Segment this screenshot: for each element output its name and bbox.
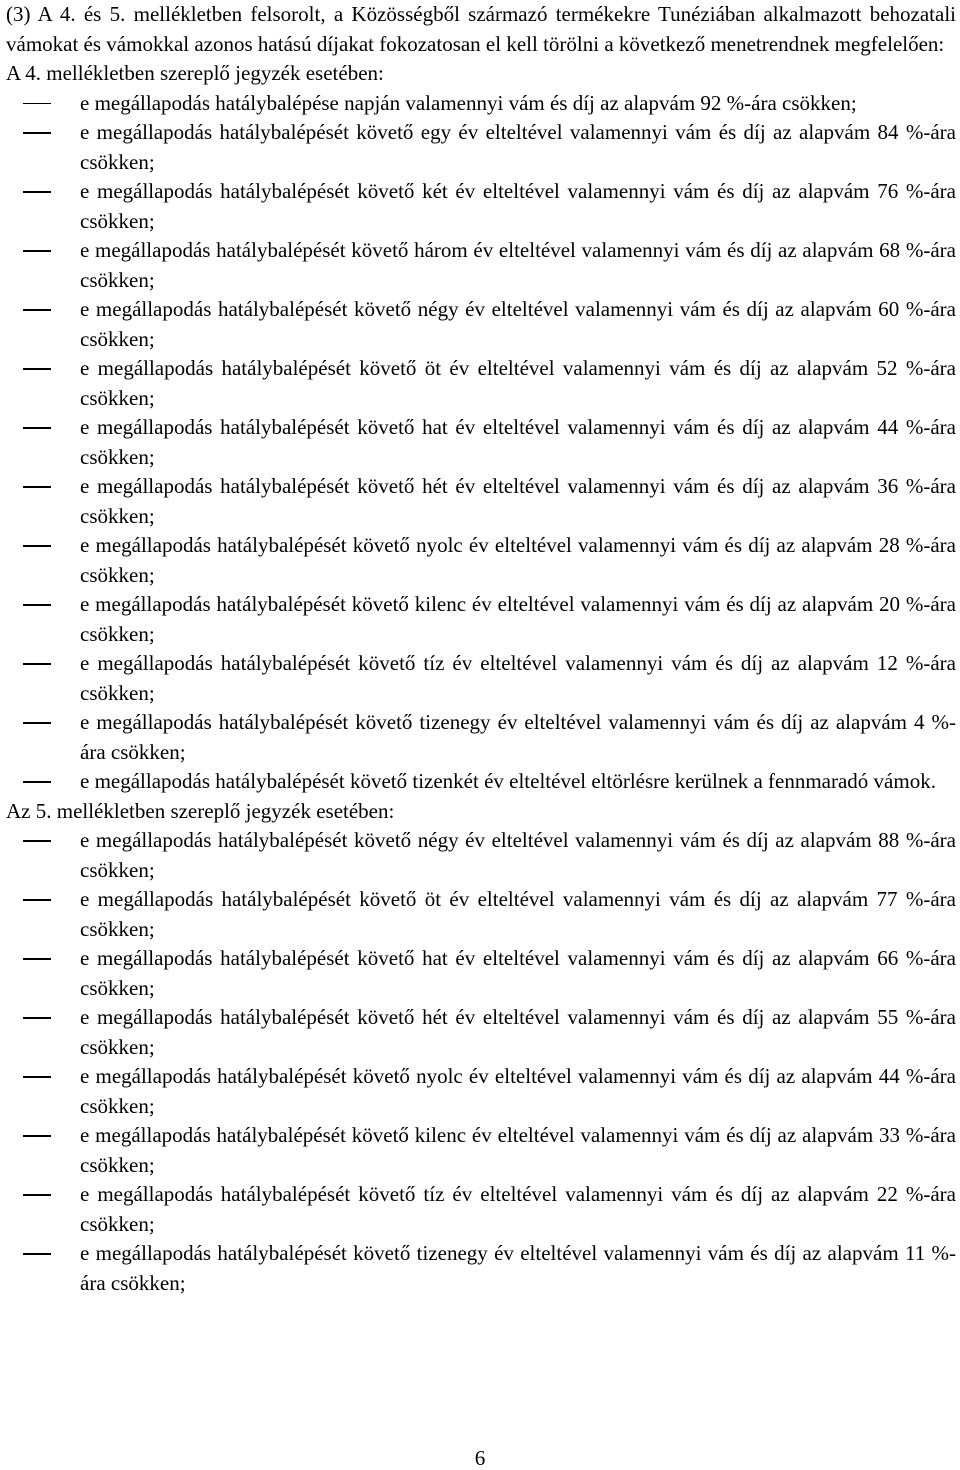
section-5-heading: Az 5. mellékletben szereplő jegyzék esetében: bbox=[6, 798, 395, 823]
list-item bbox=[6, 295, 956, 354]
dash-bullet-icon bbox=[23, 103, 51, 105]
dash-bullet-icon bbox=[23, 722, 51, 724]
dash-bullet-icon bbox=[23, 958, 51, 960]
dash-bullet-icon bbox=[23, 250, 51, 252]
list-item bbox=[6, 1121, 956, 1180]
list-item-text: e megállapodás hatálybalépését követő négy év elteltével valamennyi vám és díj az alapvám 88 %-ára csökken; bbox=[80, 828, 956, 882]
list-item bbox=[6, 944, 956, 1003]
list-item bbox=[6, 590, 956, 649]
dash-bullet-icon bbox=[23, 899, 51, 901]
dash-bullet-icon bbox=[23, 191, 51, 193]
list-item-text: e megállapodás hatálybalépését követő kilenc év elteltével valamennyi vám és díj az alapvám 20 %-ára csökken; bbox=[80, 592, 956, 646]
section-4-heading: A 4. mellékletben szereplő jegyzék esetében: bbox=[6, 61, 384, 85]
list-item bbox=[6, 531, 956, 590]
page-number: 6 bbox=[474, 1446, 486, 1470]
list-item-text: e megállapodás hatálybalépése napján valamennyi vám és díj az alapvám 92 %-ára csökken; bbox=[80, 90, 857, 115]
list-item-text: e megállapodás hatálybalépését követő nyolc év elteltével valamennyi vám és díj az alapvám 44 %-ára csökken; bbox=[80, 1064, 956, 1118]
list-item bbox=[6, 177, 956, 236]
list-item-text: e megállapodás hatálybalépését követő hét év elteltével valamennyi vám és díj az alapvám 36 %-ára csökken; bbox=[80, 474, 956, 528]
list-item-text: e megállapodás hatálybalépését követő tizenegy év elteltével valamennyi vám és díj az alapvám 11 %-ára csökken; bbox=[80, 1241, 956, 1295]
dash-bullet-icon bbox=[23, 1194, 51, 1196]
dash-bullet-icon bbox=[23, 427, 51, 429]
section-4-list bbox=[6, 89, 956, 797]
dash-bullet-icon bbox=[23, 781, 51, 783]
list-item-text: e megállapodás hatálybalépését követő hat év elteltével valamennyi vám és díj az alapvám 66 %-ára csökken; bbox=[80, 946, 956, 1000]
dash-bullet-icon bbox=[23, 663, 51, 665]
dash-bullet-icon bbox=[23, 1253, 51, 1255]
list-item-text: e megállapodás hatálybalépését követő két év elteltével valamennyi vám és díj az alapvám 76 %-ára csökken; bbox=[80, 179, 956, 233]
list-item-text: e megállapodás hatálybalépését követő tizenkét év elteltével eltörlésre kerülnek a fennmaradó vámok. bbox=[80, 769, 936, 793]
list-item bbox=[6, 885, 956, 944]
list-item-text: e megállapodás hatálybalépését követő nyolc év elteltével valamennyi vám és díj az alapvám 28 %-ára csökken; bbox=[80, 533, 956, 587]
dash-bullet-icon bbox=[23, 840, 51, 842]
list-item bbox=[6, 118, 956, 177]
list-item bbox=[6, 1003, 956, 1062]
dash-bullet-icon bbox=[23, 1017, 51, 1019]
dash-bullet-icon bbox=[23, 368, 51, 370]
list-item-text: e megállapodás hatálybalépését követő öt év elteltével valamennyi vám és díj az alapvám 52 %-ára csökken; bbox=[80, 356, 956, 410]
section-5-list bbox=[6, 826, 956, 1298]
list-item-text: e megállapodás hatálybalépését követő hat év elteltével valamennyi vám és díj az alapvám 44 %-ára csökken; bbox=[80, 415, 956, 469]
dash-bullet-icon bbox=[23, 132, 51, 134]
document-page bbox=[6, 0, 956, 1298]
list-item bbox=[6, 236, 956, 295]
dash-bullet-icon bbox=[23, 1076, 51, 1078]
list-item-text: e megállapodás hatálybalépését követő tíz év elteltével valamennyi vám és díj az alapvám 12 %-ára csökken; bbox=[80, 651, 956, 705]
list-item-text: e megállapodás hatálybalépését követő négy év elteltével valamennyi vám és díj az alapvám 60 %-ára csökken; bbox=[80, 297, 956, 351]
list-item bbox=[6, 767, 956, 797]
dash-bullet-icon bbox=[23, 1135, 51, 1137]
list-item-text: e megállapodás hatálybalépését követő tíz év elteltével valamennyi vám és díj az alapvám 22 %-ára csökken; bbox=[80, 1182, 956, 1236]
list-item bbox=[6, 826, 956, 885]
dash-bullet-icon bbox=[23, 604, 51, 606]
list-item-text: e megállapodás hatálybalépését követő kilenc év elteltével valamennyi vám és díj az alapvám 33 %-ára csökken; bbox=[80, 1123, 956, 1177]
list-item bbox=[6, 472, 956, 531]
list-item-text: e megállapodás hatálybalépését követő egy év elteltével valamennyi vám és díj az alapvám 84 %-ára csökken; bbox=[80, 120, 956, 174]
list-item-text: e megállapodás hatálybalépését követő hét év elteltével valamennyi vám és díj az alapvám 55 %-ára csökken; bbox=[80, 1005, 956, 1059]
list-item-text: e megállapodás hatálybalépését követő tizenegy év elteltével valamennyi vám és díj az alapvám 4 %-ára csökken; bbox=[80, 710, 956, 764]
list-item bbox=[6, 1180, 956, 1239]
list-item bbox=[6, 413, 956, 472]
list-item bbox=[6, 89, 956, 119]
list-item bbox=[6, 649, 956, 708]
list-item bbox=[6, 1062, 956, 1121]
dash-bullet-icon bbox=[23, 486, 51, 488]
dash-bullet-icon bbox=[23, 309, 51, 311]
intro-paragraph: (3) A 4. és 5. mellékletben felsorolt, a Közösségből származó termékekre Tunéziában alkalmazott behozatali vámokat és vámokkal azonos hatású díjakat fokozatosan el kell törölni a következő menetrendnek megfelelően: bbox=[6, 2, 956, 56]
list-item bbox=[6, 708, 956, 767]
list-item-text: e megállapodás hatálybalépését követő három év elteltével valamennyi vám és díj az alapvám 68 %-ára csökken; bbox=[80, 238, 956, 292]
dash-bullet-icon bbox=[23, 545, 51, 547]
list-item bbox=[6, 1239, 956, 1298]
list-item-text: e megállapodás hatálybalépését követő öt év elteltével valamennyi vám és díj az alapvám 77 %-ára csökken; bbox=[80, 887, 956, 941]
list-item bbox=[6, 354, 956, 413]
